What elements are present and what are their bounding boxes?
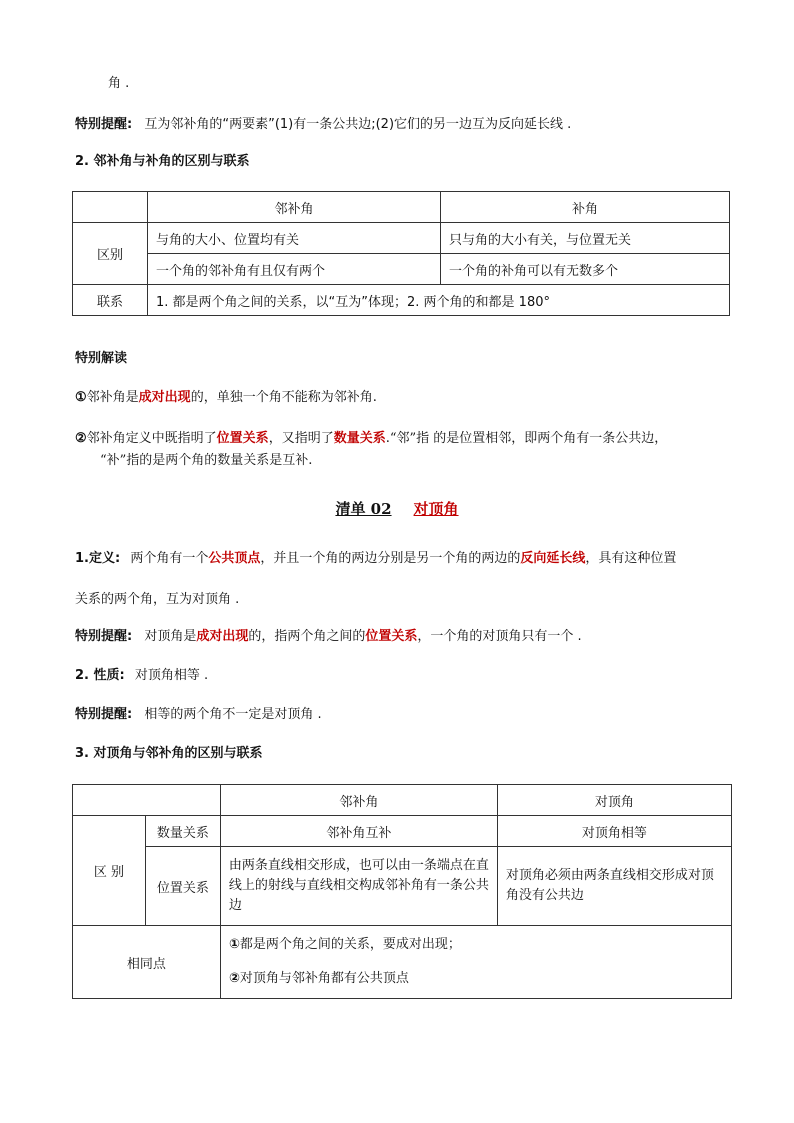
property-line: [75, 667, 208, 685]
interp-p1-a: 邻补角是: [86, 390, 139, 405]
table-row: [73, 816, 732, 847]
circle-number-2: ②: [228, 971, 240, 986]
cell-supp-diff-1: 只与角的大小有关，与位置无关: [441, 223, 730, 254]
definition-red2: 反向延长线: [520, 551, 586, 566]
cell-link: 1. 都是两个角之间的关系，以“互为”体现；2. 两个角的和都是 180°: [148, 285, 730, 316]
tip2-a: 对顶角是: [144, 629, 197, 644]
tip2-label: 特别提醒:: [75, 629, 133, 644]
cell-supp-diff-2: 一个角的补角可以有无数多个: [441, 254, 730, 285]
tip2-red1: 成对出现: [196, 629, 249, 644]
tip-label: 特别提醒:: [75, 117, 133, 132]
interp-p2-line2: “补”指的是两个角的数量关系是互补.: [100, 453, 313, 468]
heading-3: 3. 对顶角与邻补角的区别与联系: [75, 746, 263, 761]
tip3-text: 相等的两个角不一定是对顶角 .: [144, 707, 322, 722]
tip-text: 互为邻补角的“两要素”(1)有一条公共边;(2)它们的另一边互为反向延长线 .: [144, 117, 572, 132]
same-point-1: [229, 935, 723, 955]
same-point-1-text: 都是两个角之间的关系，要成对出现；: [239, 937, 461, 952]
cell-qty-vertical: 对顶角相等: [497, 816, 731, 847]
cell-pos-adjacent: 由两条直线相交形成，也可以由一条端点在直线上的射线与直线相交构成邻补角有一条公共边: [220, 847, 497, 926]
row-label-diff: 区别: [73, 223, 148, 285]
circle-number-1: ①: [75, 390, 87, 405]
definition-line-2: 关系的两个角，互为对顶角 .: [75, 592, 240, 607]
cell-adjacent-diff-2: 一个角的邻补角有且仅有两个: [148, 254, 441, 285]
definition-b: ，并且一个角的两边分别是另一个角的两边的: [260, 551, 521, 566]
definition-red1: 公共顶点: [208, 551, 261, 566]
row-label-same: 相同点: [73, 926, 221, 999]
cell-qty-adjacent: 邻补角互补: [220, 816, 497, 847]
definition-label: 1.定义:: [75, 551, 121, 566]
tip-line-1: [75, 116, 571, 134]
table-row: [73, 223, 730, 254]
same-point-2: [229, 969, 723, 989]
header-cell-adjacent: 邻补角: [148, 192, 441, 223]
property-text: 对顶角相等 .: [134, 668, 209, 683]
interp-p1-red: 成对出现: [138, 390, 191, 405]
cell-same: [220, 926, 731, 999]
header-cell-adjacent: 邻补角: [220, 785, 497, 816]
table-row: [73, 847, 732, 926]
interp-p2-a: 邻补角定义中既指明了: [86, 431, 217, 446]
definition-c: ，具有这种位置: [585, 551, 677, 566]
definition-line-1: [75, 550, 676, 568]
heading-2: 2. 邻补角与补角的区别与联系: [75, 154, 250, 169]
interp-p2-red2: 数量关系: [333, 431, 386, 446]
cell-pos-vertical: 对顶角必须由两条直线相交形成对顶角没有公共边: [497, 847, 731, 926]
interp-p1-b: 的，单独一个角不能称为邻补角.: [190, 390, 377, 405]
sub-label-position: 位置关系: [146, 847, 221, 926]
row-label-link: 联系: [73, 285, 148, 316]
section-name: 对顶角: [413, 500, 459, 518]
header-cell-empty: [73, 192, 148, 223]
header-cell-supplementary: 补角: [441, 192, 730, 223]
section-number: 清单 02: [335, 500, 392, 518]
row-label-diff: 区 别: [73, 816, 146, 926]
circle-number-1: ①: [228, 937, 240, 952]
table-row: [73, 926, 732, 999]
tip2-c: ，一个角的对顶角只有一个 .: [417, 629, 582, 644]
interp-p2-red1: 位置关系: [216, 431, 269, 446]
interp-p2-b: ，又指明了: [268, 431, 334, 446]
definition-a: 两个角有一个: [130, 551, 209, 566]
cell-adjacent-diff-1: 与角的大小、位置均有关: [148, 223, 441, 254]
table-header-row: [73, 192, 730, 223]
header-cell-vertical: 对顶角: [497, 785, 731, 816]
circle-number-2: ②: [75, 431, 87, 446]
interp-p2-c: .“邻”指 的是位置相邻，即两个角有一条公共边，: [385, 431, 668, 446]
header-cell-empty: [73, 785, 221, 816]
section-title: [0, 498, 794, 519]
tip-line-3: [75, 706, 322, 724]
property-label: 2. 性质:: [75, 668, 125, 683]
table-header-row: [73, 785, 732, 816]
tip-line-2: [75, 628, 582, 646]
tip3-label: 特别提醒:: [75, 707, 133, 722]
continued-text: 角 .: [108, 76, 130, 91]
tip2-red2: 位置关系: [365, 629, 418, 644]
table-row: [73, 254, 730, 285]
sub-label-quantity: 数量关系: [146, 816, 221, 847]
table-adjacent-vs-supplementary: [72, 191, 730, 316]
interp-title: 特别解读: [75, 351, 128, 366]
table-vertical-vs-adjacent: [72, 784, 732, 999]
interp-p2: [75, 430, 667, 448]
table-row: [73, 285, 730, 316]
interp-p1: [75, 389, 377, 407]
tip2-b: 的，指两个角之间的: [248, 629, 366, 644]
same-point-2-text: 对顶角与邻补角都有公共顶点: [239, 971, 409, 986]
